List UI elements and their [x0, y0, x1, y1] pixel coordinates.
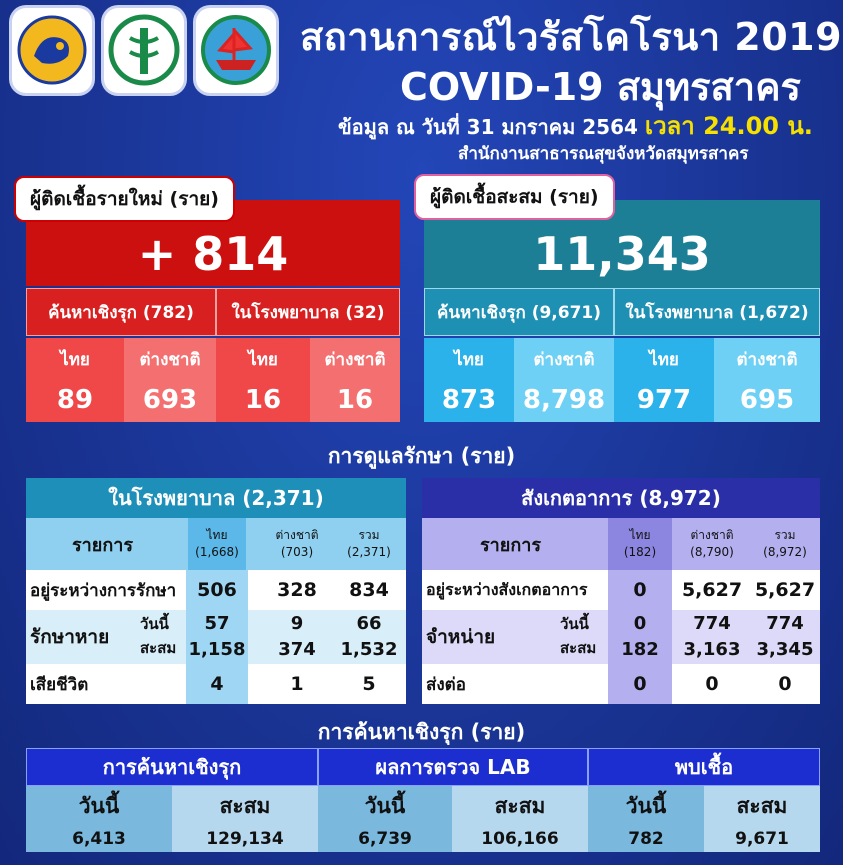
hospital-table-title: ในโรงพยาบาล (2,371) — [26, 478, 406, 518]
value: 977 — [636, 384, 692, 415]
hospital-recovered-today-thai: 57 — [204, 612, 230, 634]
cum-as-foreign — [514, 338, 614, 422]
cumulative-label: ผู้ติดเชื้อสะสม (ราย) — [414, 174, 615, 220]
value: 873 — [441, 384, 497, 415]
search-title: การค้นหาเชิงรุก (ราย) — [317, 720, 526, 744]
observe-row-discharged: จำหน่าย — [426, 626, 496, 648]
today-label: วันนี้ — [560, 615, 589, 633]
col-label: รวม — [774, 528, 796, 542]
today-label: วันนี้ — [140, 615, 169, 633]
cumulative-label-small: สะสม — [140, 639, 177, 657]
col-label: ไทย — [629, 528, 651, 542]
observe-discharged-cum-foreign: 3,163 — [683, 638, 741, 660]
hospital-treating-foreign: 328 — [277, 579, 317, 601]
time-text: เวลา 24.00 น. — [644, 112, 813, 140]
hospital-treating-thai: 506 — [197, 579, 237, 601]
hospital-deceased-foreign: 1 — [290, 673, 304, 695]
search-header-lab: ผลการตรวจ LAB — [318, 748, 588, 786]
hospital-col-thai — [188, 518, 246, 570]
col-count: (182) — [623, 545, 657, 559]
hospital-row-recovered: รักษาหาย — [30, 626, 110, 648]
observe-referred-foreign: 0 — [705, 673, 719, 695]
new-hospital-label: ในโรงพยาบาล (32) — [216, 288, 400, 336]
col-count: (1,668) — [195, 545, 239, 559]
observe-observing-total: 5,627 — [754, 579, 816, 601]
value: 8,798 — [522, 384, 606, 415]
value: 693 — [142, 384, 198, 415]
observe-row-observing: อยู่ระหว่างสังเกตอาการ — [426, 579, 588, 599]
cum-as-thai — [424, 338, 514, 422]
col-count: (8,972) — [763, 545, 807, 559]
observe-discharged-today-foreign: 774 — [693, 612, 731, 634]
hospital-recovered-today-total: 66 — [356, 612, 382, 634]
observe-discharged-cum-total: 3,345 — [756, 638, 814, 660]
search-found-today — [588, 786, 704, 852]
cumulative-label-small: สะสม — [560, 639, 597, 657]
hospital-row-treating: อยู่ระหว่างการรักษา — [30, 580, 177, 601]
cum-h-foreign — [714, 338, 820, 422]
search-header-found: พบเชื้อ — [588, 748, 820, 786]
new-h-thai — [216, 338, 310, 422]
observe-row-referred: ส่งต่อ — [426, 674, 466, 695]
hospital-deceased-total: 5 — [362, 673, 376, 695]
col-label: วันนี้ — [625, 793, 667, 818]
new-active-search-label: ค้นหาเชิงรุก (782) — [26, 288, 216, 336]
col-label: สะสม — [219, 793, 271, 818]
ministry-of-public-health-icon — [104, 8, 184, 93]
new-cases-label: ผู้ติดเชื้อรายใหม่ (ราย) — [14, 176, 235, 222]
col-count: (8,790) — [690, 545, 734, 559]
value: 129,134 — [206, 828, 284, 849]
value: 106,166 — [481, 828, 559, 849]
search-lab-cum — [452, 786, 588, 852]
province-seal-icon — [12, 8, 92, 93]
hospital-col-foreign — [262, 518, 332, 570]
cum-h-thai — [614, 338, 714, 422]
search-active-cum — [172, 786, 318, 852]
observe-observing-foreign: 5,627 — [681, 579, 743, 601]
hospital-deceased-thai: 4 — [210, 673, 224, 695]
observe-referred-total: 0 — [778, 673, 792, 695]
col-label: ต่างชาติ — [275, 528, 319, 542]
observe-discharged-today-thai: 0 — [633, 612, 647, 634]
hospital-treating-total: 834 — [349, 579, 389, 601]
cumulative-total: 11,343 — [533, 227, 711, 281]
col-label: ไทย — [248, 349, 278, 370]
hospital-row-deceased: เสียชีวิต — [30, 674, 89, 695]
hospital-recovered-cum-thai: 1,158 — [188, 638, 246, 660]
col-label: ต่างชาติ — [139, 349, 201, 370]
hospital-col-total — [338, 518, 400, 570]
observe-referred-thai: 0 — [633, 673, 647, 695]
observe-col-foreign — [676, 518, 748, 570]
observe-item-header: รายการ — [480, 534, 541, 556]
col-label: ต่างชาติ — [736, 349, 798, 370]
observe-col-total — [752, 518, 818, 570]
col-label: ไทย — [649, 349, 679, 370]
col-label: วันนี้ — [78, 793, 120, 818]
value: 695 — [739, 384, 795, 415]
hospital-recovered-cum-foreign: 374 — [278, 638, 316, 660]
observe-observing-thai: 0 — [633, 579, 647, 601]
col-label: ไทย — [206, 528, 228, 542]
cum-hospital-label: ในโรงพยาบาล (1,672) — [614, 288, 820, 336]
col-count: (2,371) — [347, 545, 391, 559]
value: 16 — [336, 384, 374, 415]
hospital-item-header: รายการ — [72, 534, 133, 556]
value: 16 — [244, 384, 282, 415]
search-active-today — [26, 786, 172, 852]
col-label: ต่างชาติ — [533, 349, 595, 370]
observe-discharged-cum-thai: 182 — [621, 638, 659, 660]
value: 9,671 — [735, 828, 789, 849]
value: 782 — [628, 828, 664, 849]
observe-table-title: สังเกตอาการ (8,972) — [422, 478, 820, 518]
care-title: การดูแลรักษา (ราย) — [327, 444, 516, 468]
observe-col-thai — [608, 518, 672, 570]
col-label: วันนี้ — [364, 793, 406, 818]
new-h-foreign — [310, 338, 400, 422]
value: 89 — [56, 384, 94, 415]
col-label: ไทย — [60, 349, 90, 370]
value: 6,413 — [72, 828, 126, 849]
hospital-recovered-cum-total: 1,532 — [340, 638, 398, 660]
provincial-health-office-icon — [196, 8, 276, 93]
col-count: (703) — [280, 545, 314, 559]
col-label: ต่างชาติ — [324, 349, 386, 370]
source-text: สำนักงานสาธารณสุขจังหวัดสมุทรสาคร — [458, 144, 749, 164]
col-label: รวม — [358, 528, 380, 542]
col-label: สะสม — [736, 793, 788, 818]
search-header-active: การค้นหาเชิงรุก — [26, 748, 318, 786]
date-text: ข้อมูล ณ วันที่ 31 มกราคม 2564 — [338, 115, 638, 139]
value: 6,739 — [358, 828, 412, 849]
hospital-recovered-today-foreign: 9 — [290, 612, 304, 634]
title-line-2: COVID-19 สมุทรสาคร — [400, 65, 801, 109]
new-cases-total: + 814 — [137, 227, 289, 281]
new-as-thai — [26, 338, 124, 422]
search-found-cum — [704, 786, 820, 852]
col-label: ต่างชาติ — [690, 528, 734, 542]
new-as-foreign — [124, 338, 216, 422]
cum-active-search-label: ค้นหาเชิงรุก (9,671) — [424, 288, 614, 336]
search-lab-today — [318, 786, 452, 852]
title-line-1: สถานการณ์ไวรัสโคโรนา 2019 — [300, 15, 843, 59]
col-label: สะสม — [494, 793, 546, 818]
observe-discharged-today-total: 774 — [766, 612, 804, 634]
col-label: ไทย — [454, 349, 484, 370]
